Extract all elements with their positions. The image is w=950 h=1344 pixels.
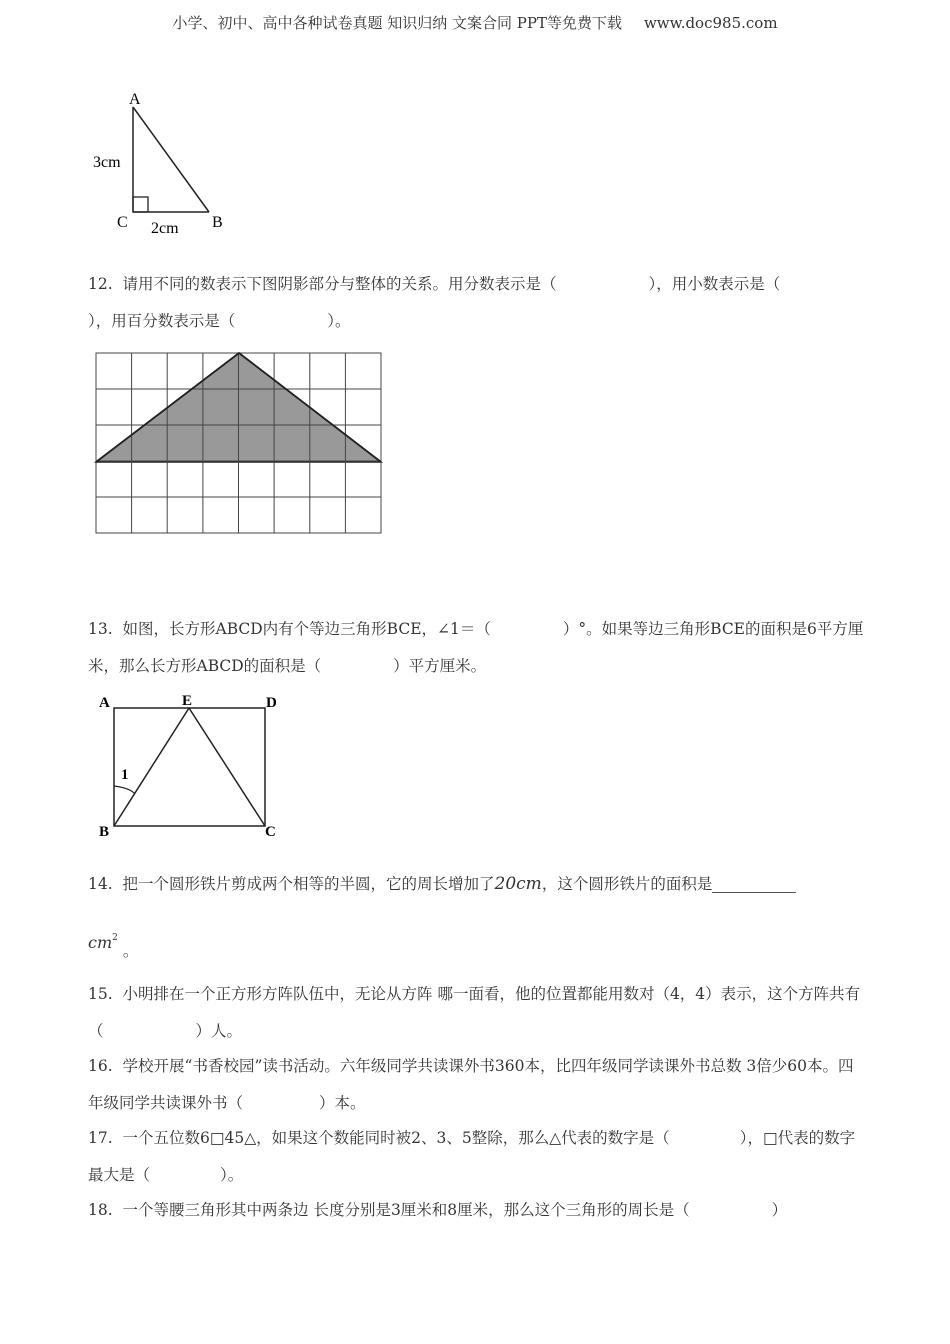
question-number: 13. [88,620,113,638]
question-number: 15. [88,985,113,1003]
question-14: 14. 把一个圆形铁片剪成两个相等的半圆，它的周长增加了20cm，这个圆形铁片的面积是 [88,866,868,903]
question-13: 13. 如图，长方形ABCD内有个等边三角形BCE，∠1＝（ ）°。如果等边三角形BCE的面积是6平方厘米，那么长方形ABCD的面积是（ ）平方厘米。 [88,620,864,675]
vertex-a-label: A [129,91,141,108]
question-14-unit: $cm^2$ 。 [88,933,139,960]
header-site: www.doc985.com [643,14,778,32]
question-number: 16. [88,1057,113,1075]
vertex-c-label: C [117,214,128,231]
question-number: 18. [88,1201,113,1219]
vertex-d-label: D [266,695,277,711]
question-12: 12. 请用不同的数表示下图阴影部分与整体的关系。用分数表示是（ ），用小数表示是（ ），用百分数表示是（ ）。 [88,275,781,330]
question-18: 18. 一个等腰三角形其中两条边 长度分别是3厘米和8厘米，那么这个三角形的周长是（ ） [88,1201,788,1219]
math-value: 20cm [494,874,542,894]
question-number: 17. [88,1129,113,1147]
right-triangle-figure [86,85,246,245]
vertex-a-label: A [99,695,110,711]
question-number: 14. [88,875,113,893]
question-16: 16. 学校开展“书香校园”读书活动。六年级同学共读课外书360本，比四年级同学读课外书总数 3倍少60本。四年级同学共读课外书（ ）本。 [88,1057,854,1112]
question-number: 12. [88,275,113,293]
answer-blank[interactable] [712,878,796,893]
header-text: 小学、初中、高中各种试卷真题 知识归纳 文案合同 PPT等免费下载 [172,14,622,32]
angle-1-label: 1 [121,767,129,783]
grid-shaded-triangle-figure [94,351,384,536]
rectangle-triangle-figure [94,688,294,843]
vertex-b-label: B [99,824,110,840]
side-cb-label: 2cm [151,220,179,237]
question-17: 17. 一个五位数6□45△，如果这个数能同时被2、3、5整除，那么△代表的数字是（ ），□代表的数字最大是（ ）。 [88,1129,856,1184]
side-ac-label: 3cm [93,154,121,171]
vertex-b-label: B [212,214,223,231]
question-15: 15. 小明排在一个正方形方阵队伍中，无论从方阵 哪一面看，他的位置都能用数对（4，4）表示，这个方阵共有（ ）人。 [88,985,861,1040]
vertex-c-label: C [265,824,276,840]
vertex-e-label: E [182,693,193,709]
page-header [0,12,950,33]
